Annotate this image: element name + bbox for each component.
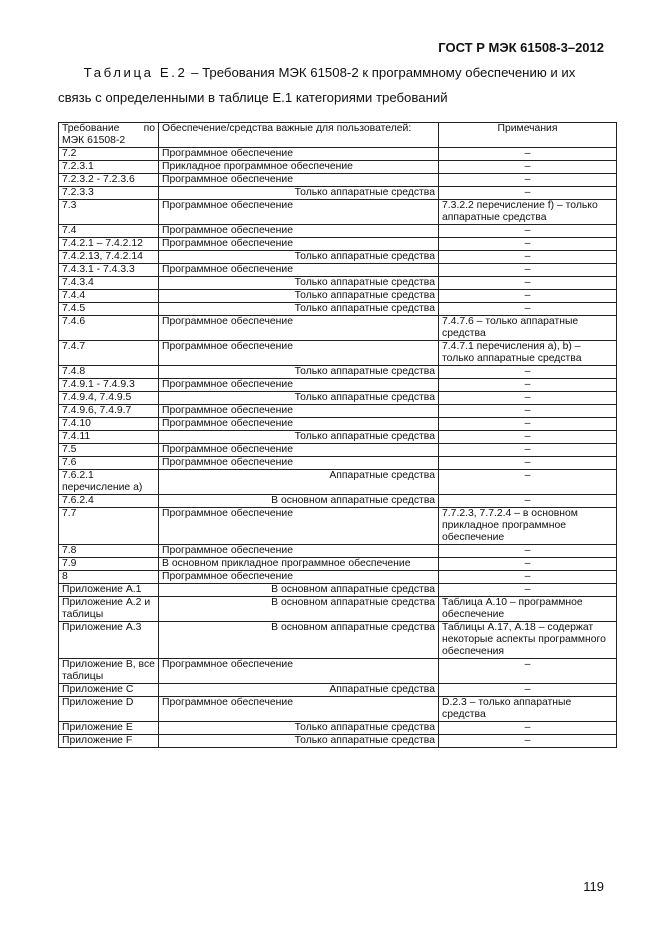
requirement-cell: 7.4.9.6, 7.4.9.7 xyxy=(59,405,159,418)
note-cell: – xyxy=(439,303,617,316)
requirement-cell: 7.2.3.3 xyxy=(59,187,159,200)
table-row xyxy=(59,584,617,597)
note-cell: – xyxy=(439,444,617,457)
requirement-cell: 7.2 xyxy=(59,148,159,161)
note-cell: – xyxy=(439,405,617,418)
requirement-cell: Приложение С xyxy=(59,684,159,697)
table-row xyxy=(59,251,617,264)
table-row xyxy=(59,571,617,584)
provision-cell: Программное обеспечение xyxy=(159,316,439,341)
note-cell: Таблица А.10 – программное обеспечение xyxy=(439,597,617,622)
table-row xyxy=(59,697,617,722)
header-requirement xyxy=(59,123,159,148)
table-caption xyxy=(58,60,612,110)
requirement-cell: 7.3 xyxy=(59,200,159,225)
provision-cell: Программное обеспечение xyxy=(159,571,439,584)
note-cell: – xyxy=(439,684,617,697)
provision-cell: Программное обеспечение xyxy=(159,174,439,187)
table-row xyxy=(59,431,617,444)
provision-cell: Программное обеспечение xyxy=(159,238,439,251)
requirement-cell: 7.4.5 xyxy=(59,303,159,316)
provision-cell: В основном аппаратные средства xyxy=(159,597,439,622)
provision-cell: Программное обеспечение xyxy=(159,264,439,277)
table-row xyxy=(59,225,617,238)
requirement-cell: 7.4.10 xyxy=(59,418,159,431)
requirement-cell: 7.4 xyxy=(59,225,159,238)
table-row xyxy=(59,622,617,659)
requirement-cell: 8 xyxy=(59,571,159,584)
note-cell: – xyxy=(439,277,617,290)
provision-cell: Программное обеспечение xyxy=(159,405,439,418)
table-body xyxy=(59,148,617,748)
table-row xyxy=(59,341,617,366)
note-cell: – xyxy=(439,379,617,392)
provision-cell: Аппаратные средства xyxy=(159,684,439,697)
table-row xyxy=(59,316,617,341)
table-row xyxy=(59,457,617,470)
requirement-cell: 7.8 xyxy=(59,545,159,558)
requirement-cell: 7.4.3.4 xyxy=(59,277,159,290)
provision-cell: Программное обеспечение xyxy=(159,341,439,366)
table-row xyxy=(59,277,617,290)
note-cell: – xyxy=(439,558,617,571)
note-cell: – xyxy=(439,290,617,303)
note-cell: – xyxy=(439,392,617,405)
requirement-cell: 7.7 xyxy=(59,508,159,545)
requirement-cell: 7.4.9.4, 7.4.9.5 xyxy=(59,392,159,405)
note-cell: – xyxy=(439,735,617,748)
table-row xyxy=(59,379,617,392)
table-row xyxy=(59,366,617,379)
provision-cell: Программное обеспечение xyxy=(159,200,439,225)
provision-cell: Только аппаратные средства xyxy=(159,303,439,316)
provision-cell: В основном аппаратные средства xyxy=(159,622,439,659)
provision-cell: Только аппаратные средства xyxy=(159,366,439,379)
table-caption-text: – Требования МЭК 61508-2 к программному обеспечению и их связь с определенными в таблице Е.1 категориями требований xyxy=(58,65,576,105)
provision-cell: В основном аппаратные средства xyxy=(159,584,439,597)
requirements-table xyxy=(58,122,617,748)
table-row xyxy=(59,405,617,418)
requirement-cell: 7.6.2.1 перечисление а) xyxy=(59,470,159,495)
provision-cell: Программное обеспечение xyxy=(159,418,439,431)
requirement-cell: 7.4.6 xyxy=(59,316,159,341)
header-requirement-line2: МЭК 61508-2 xyxy=(62,135,126,146)
table-row xyxy=(59,508,617,545)
table-row xyxy=(59,148,617,161)
table-row xyxy=(59,290,617,303)
table-row xyxy=(59,722,617,735)
requirement-cell: 7.4.11 xyxy=(59,431,159,444)
note-cell: – xyxy=(439,238,617,251)
table-row xyxy=(59,545,617,558)
provision-cell: Программное обеспечение xyxy=(159,379,439,392)
note-cell: – xyxy=(439,366,617,379)
provision-cell: Программное обеспечение xyxy=(159,545,439,558)
requirement-cell: 7.4.9.1 - 7.4.9.3 xyxy=(59,379,159,392)
table-row xyxy=(59,735,617,748)
header-provision: Обеспечение/средства важные для пользователей: xyxy=(159,123,439,148)
requirement-cell: 7.9 xyxy=(59,558,159,571)
table-row xyxy=(59,659,617,684)
header-notes: Примечания xyxy=(439,123,617,148)
provision-cell: Только аппаратные средства xyxy=(159,431,439,444)
provision-cell: Только аппаратные средства xyxy=(159,722,439,735)
table-row xyxy=(59,684,617,697)
note-cell: – xyxy=(439,659,617,684)
requirement-cell: 7.4.2.13, 7.4.2.14 xyxy=(59,251,159,264)
standard-designation: ГОСТ Р МЭК 61508-3–2012 xyxy=(438,40,604,55)
table-row xyxy=(59,200,617,225)
note-cell: D.2.3 – только аппаратные средства xyxy=(439,697,617,722)
note-cell: – xyxy=(439,495,617,508)
provision-cell: Программное обеспечение xyxy=(159,148,439,161)
note-cell: 7.4.7.6 – только аппаратные средства xyxy=(439,316,617,341)
provision-cell: Только аппаратные средства xyxy=(159,277,439,290)
requirement-cell: Приложение F xyxy=(59,735,159,748)
note-cell: – xyxy=(439,431,617,444)
requirement-cell: 7.6 xyxy=(59,457,159,470)
provision-cell: Только аппаратные средства xyxy=(159,735,439,748)
note-cell: – xyxy=(439,174,617,187)
table-row xyxy=(59,495,617,508)
table-caption-label: Таблица Е.2 xyxy=(83,65,188,80)
provision-cell: Программное обеспечение xyxy=(159,697,439,722)
note-cell: 7.7.2.3, 7.7.2.4 – в основном прикладное программное обеспечение xyxy=(439,508,617,545)
note-cell: – xyxy=(439,470,617,495)
note-cell: – xyxy=(439,161,617,174)
provision-cell: Аппаратные средства xyxy=(159,470,439,495)
table-row xyxy=(59,174,617,187)
table-row xyxy=(59,470,617,495)
provision-cell: Только аппаратные средства xyxy=(159,187,439,200)
table-row xyxy=(59,558,617,571)
note-cell: 7.3.2.2 перечисление f) – только аппаратные средства xyxy=(439,200,617,225)
provision-cell: Только аппаратные средства xyxy=(159,251,439,264)
provision-cell: Прикладное программное обеспечение xyxy=(159,161,439,174)
table-row xyxy=(59,597,617,622)
requirement-cell: 7.2.3.2 - 7.2.3.6 xyxy=(59,174,159,187)
note-cell: – xyxy=(439,418,617,431)
table-row xyxy=(59,238,617,251)
provision-cell: Программное обеспечение xyxy=(159,508,439,545)
provision-cell: Только аппаратные средства xyxy=(159,392,439,405)
requirement-cell: 7.4.8 xyxy=(59,366,159,379)
table-row xyxy=(59,392,617,405)
note-cell: – xyxy=(439,584,617,597)
provision-cell: В основном прикладное программное обеспечение xyxy=(159,558,439,571)
requirement-cell: 7.4.4 xyxy=(59,290,159,303)
provision-cell: Программное обеспечение xyxy=(159,659,439,684)
provision-cell: В основном аппаратные средства xyxy=(159,495,439,508)
note-cell: – xyxy=(439,545,617,558)
table-row xyxy=(59,264,617,277)
note-cell: – xyxy=(439,571,617,584)
requirement-cell: Приложение А.1 xyxy=(59,584,159,597)
requirement-cell: Приложение Е xyxy=(59,722,159,735)
table-header-row xyxy=(59,123,617,148)
requirement-cell: Приложение В, все таблицы xyxy=(59,659,159,684)
requirement-cell: Приложение А.3 xyxy=(59,622,159,659)
table-row xyxy=(59,303,617,316)
requirement-cell: Приложение А.2 и таблицы xyxy=(59,597,159,622)
provision-cell: Программное обеспечение xyxy=(159,457,439,470)
requirement-cell: 7.5 xyxy=(59,444,159,457)
requirement-cell: 7.4.3.1 - 7.4.3.3 xyxy=(59,264,159,277)
note-cell: – xyxy=(439,225,617,238)
requirement-cell: Приложение D xyxy=(59,697,159,722)
requirement-cell: 7.2.3.1 xyxy=(59,161,159,174)
note-cell: Таблицы А.17, А.18 – содержат некоторые аспекты программного обеспечения xyxy=(439,622,617,659)
note-cell: – xyxy=(439,251,617,264)
note-cell: – xyxy=(439,264,617,277)
page-number: 119 xyxy=(583,879,604,894)
table-row xyxy=(59,187,617,200)
requirement-cell: 7.4.2.1 – 7.4.2.12 xyxy=(59,238,159,251)
table-row xyxy=(59,161,617,174)
provision-cell: Программное обеспечение xyxy=(159,225,439,238)
table-row xyxy=(59,418,617,431)
note-cell: – xyxy=(439,187,617,200)
provision-cell: Программное обеспечение xyxy=(159,444,439,457)
note-cell: – xyxy=(439,457,617,470)
note-cell: 7.4.7.1 перечисления а), b) – только аппаратные средства xyxy=(439,341,617,366)
requirement-cell: 7.6.2.4 xyxy=(59,495,159,508)
note-cell: – xyxy=(439,148,617,161)
note-cell: – xyxy=(439,722,617,735)
provision-cell: Только аппаратные средства xyxy=(159,290,439,303)
requirement-cell: 7.4.7 xyxy=(59,341,159,366)
table-row xyxy=(59,444,617,457)
header-requirement-line1: Требование по xyxy=(62,123,155,134)
